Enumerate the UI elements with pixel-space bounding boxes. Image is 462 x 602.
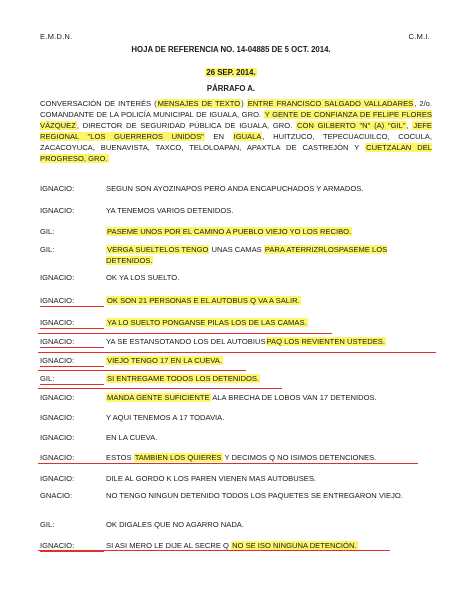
- speaker-label: IGNACIO:: [40, 413, 75, 422]
- message-text: [106, 519, 436, 530]
- message-segment: UNAS CAMAS: [209, 245, 264, 254]
- message-segment: OK YA LOS SUELTO.: [106, 273, 180, 282]
- message-segment: DILE AL GORDO K LOS PAREN VIENEN MAS AUTOBUSES.: [106, 474, 317, 483]
- message-segment: SI ASI MERO LE DIJE AL SECRE Q: [106, 541, 232, 550]
- red-underline-mark: [38, 550, 390, 551]
- intro-highlight: Y GENTE DE CONFIANZA DE FELIPE FLORES VÁZQUEZ: [40, 110, 432, 130]
- message-segment: SEGUN SON AYOZINAPOS PERO ANDA ENCAPUCHADOS Y ARMADOS.: [106, 184, 364, 193]
- message-text: [106, 432, 436, 443]
- message-text: [106, 473, 436, 484]
- intro-text: , HUITZUCO, TEPECUACUILCO, COCULA, ZACACOYUCA, BUENAVISTA, TAXCO, TELOLOAPAN, APAXTLA DE CASTREJÓN Y: [40, 132, 432, 152]
- red-underline-mark: [38, 463, 418, 464]
- message-segment: EN LA CUEVA.: [106, 433, 158, 442]
- message-text: [106, 373, 436, 384]
- red-underline-mark: [38, 333, 332, 334]
- red-underline-mark: [38, 388, 282, 389]
- intro-text: , DIRECTOR DE SEGURIDAD PÚBLICA DE IGUALA, GRO.: [76, 121, 297, 130]
- speaker-label: GIL:: [40, 245, 55, 254]
- speaker-label: IGNACIO:: [40, 317, 104, 329]
- highlighted-segment: YA LO SUELTO PONGANSE PILAS LOS DE LAS CAMAS.: [107, 318, 307, 327]
- message-segment: Y AQUI TENEMOS A 17 TODAVIA.: [106, 413, 225, 422]
- message-text: [106, 452, 436, 463]
- speaker-label: GIL:: [40, 520, 55, 529]
- red-underline-mark: [38, 370, 246, 371]
- intro-highlight: JEFE REGIONAL "LOS GUERREROS UNIDOS": [40, 121, 432, 141]
- intro-text: ,: [406, 121, 413, 130]
- highlighted-segment: OK SON 21 PERSONAS E EL AUTOBUS Q VA A SALIR.: [107, 296, 300, 305]
- speaker-label: IGNACIO:: [40, 273, 75, 282]
- message-segment: YA TENEMOS VARIOS DETENIDOS.: [106, 206, 234, 215]
- message-text: [106, 295, 436, 306]
- intro-highlight: IGUALA: [233, 132, 262, 141]
- document-date-line: [0, 68, 462, 77]
- message-text: [106, 183, 436, 194]
- highlighted-segment: PAQ LOS REVIENTEN USTEDES.: [266, 337, 385, 346]
- message-text: [106, 205, 436, 216]
- speaker-label: GNACIO:: [40, 491, 73, 500]
- message-segment: YA SE ESTANSOTANDO LOS DEL AUTOBIUS: [106, 337, 266, 346]
- message-text: [106, 272, 436, 283]
- highlighted-segment: VIEJO TENGO 17 EN LA CUEVA.: [107, 356, 222, 365]
- speaker-label: IGNACIO:: [40, 206, 75, 215]
- message-text: [106, 392, 436, 403]
- message-text: [106, 412, 436, 423]
- intro-highlight: CUETZALAN DEL PROGRESO, GRO.: [40, 143, 432, 163]
- speaker-label: IGNACIO:: [40, 336, 104, 348]
- message-text: [106, 226, 436, 237]
- message-text: [106, 317, 436, 328]
- red-underline-mark: [38, 352, 436, 353]
- speaker-label: IGNACIO:: [40, 295, 104, 307]
- intro-text: CONVERSACIÓN DE INTERÉS (: [40, 99, 157, 108]
- speaker-label: GIL:: [40, 373, 104, 385]
- intro-highlight: MENSAJES DE TEXTO: [157, 99, 241, 108]
- section-heading: PÁRRAFO A.: [206, 84, 256, 93]
- message-text: [106, 244, 436, 266]
- speaker-label: IGNACIO:: [40, 452, 104, 464]
- speaker-label: IGNACIO:: [40, 184, 75, 193]
- speaker-label: IGNACIO:: [40, 355, 104, 367]
- speaker-label: IGNACIO:: [40, 433, 75, 442]
- speaker-label: GIL:: [40, 227, 55, 236]
- document-date: 26 SEP. 2014.: [206, 68, 256, 77]
- speaker-label: IGNACIO:: [40, 474, 75, 483]
- intro-text: EN: [204, 132, 233, 141]
- highlighted-segment: VERGA SUELTELOS TENGO: [107, 245, 209, 254]
- highlighted-segment: PARA ATERRIZRLOSPASEME LOS DETENIDOS.: [106, 245, 388, 265]
- intro-paragraph: [40, 98, 432, 164]
- highlighted-segment: PASEME UNOS POR EL CAMINO A PUEBLO VIEJO YO LOS RECIBO.: [107, 227, 352, 236]
- message-segment: ALA BRECHA DE LOBOS VAN 17 DETENIDOS.: [210, 393, 377, 402]
- highlighted-segment: TAMBIEN LOS QUIERES: [134, 453, 222, 462]
- message-segment: Y DECIMOS Q NO ISIMOS DETENCIONES.: [222, 453, 377, 462]
- message-text: [106, 490, 436, 501]
- message-text: [106, 336, 436, 347]
- message-segment: ESTOS: [106, 453, 134, 462]
- message-segment: NO TENGO NINGUN DETENIDO TODOS LOS PAQUETES SE ENTREGARON VIEJO.: [106, 491, 403, 500]
- speaker-label: IGNACIO:: [40, 393, 75, 402]
- speaker-label: IGNACIO:: [40, 540, 104, 552]
- highlighted-segment: NO SE ISO NINGUNA DETENCIÓN.: [232, 541, 357, 550]
- message-text: [106, 355, 436, 366]
- intro-highlight: CON GILBERTO "N" (A) "GIL": [297, 121, 406, 130]
- highlighted-segment: MANDA GENTE SUFICIENTE: [107, 393, 210, 402]
- message-segment: OK DIGALES QUE NO AGARRO NADA.: [106, 520, 244, 529]
- highlighted-segment: SI ENTREGAME TODOS LOS DETENIDOS.: [107, 374, 260, 383]
- intro-highlight: ENTRE FRANCISCO SALGADO VALLADARES: [247, 99, 414, 108]
- header-left-code: E.M.D.N.: [40, 32, 73, 41]
- header-right-code: C.M.I.: [408, 32, 430, 41]
- intro-text: , 2/o. COMANDANTE DE LA POLICÍA MUNICIPAL DE IGUALA, GRO.: [40, 99, 433, 119]
- intro-text: ): [241, 99, 247, 108]
- document-title: HOJA DE REFERENCIA NO. 14-04885 DE 5 OCT. 2014.: [131, 45, 331, 54]
